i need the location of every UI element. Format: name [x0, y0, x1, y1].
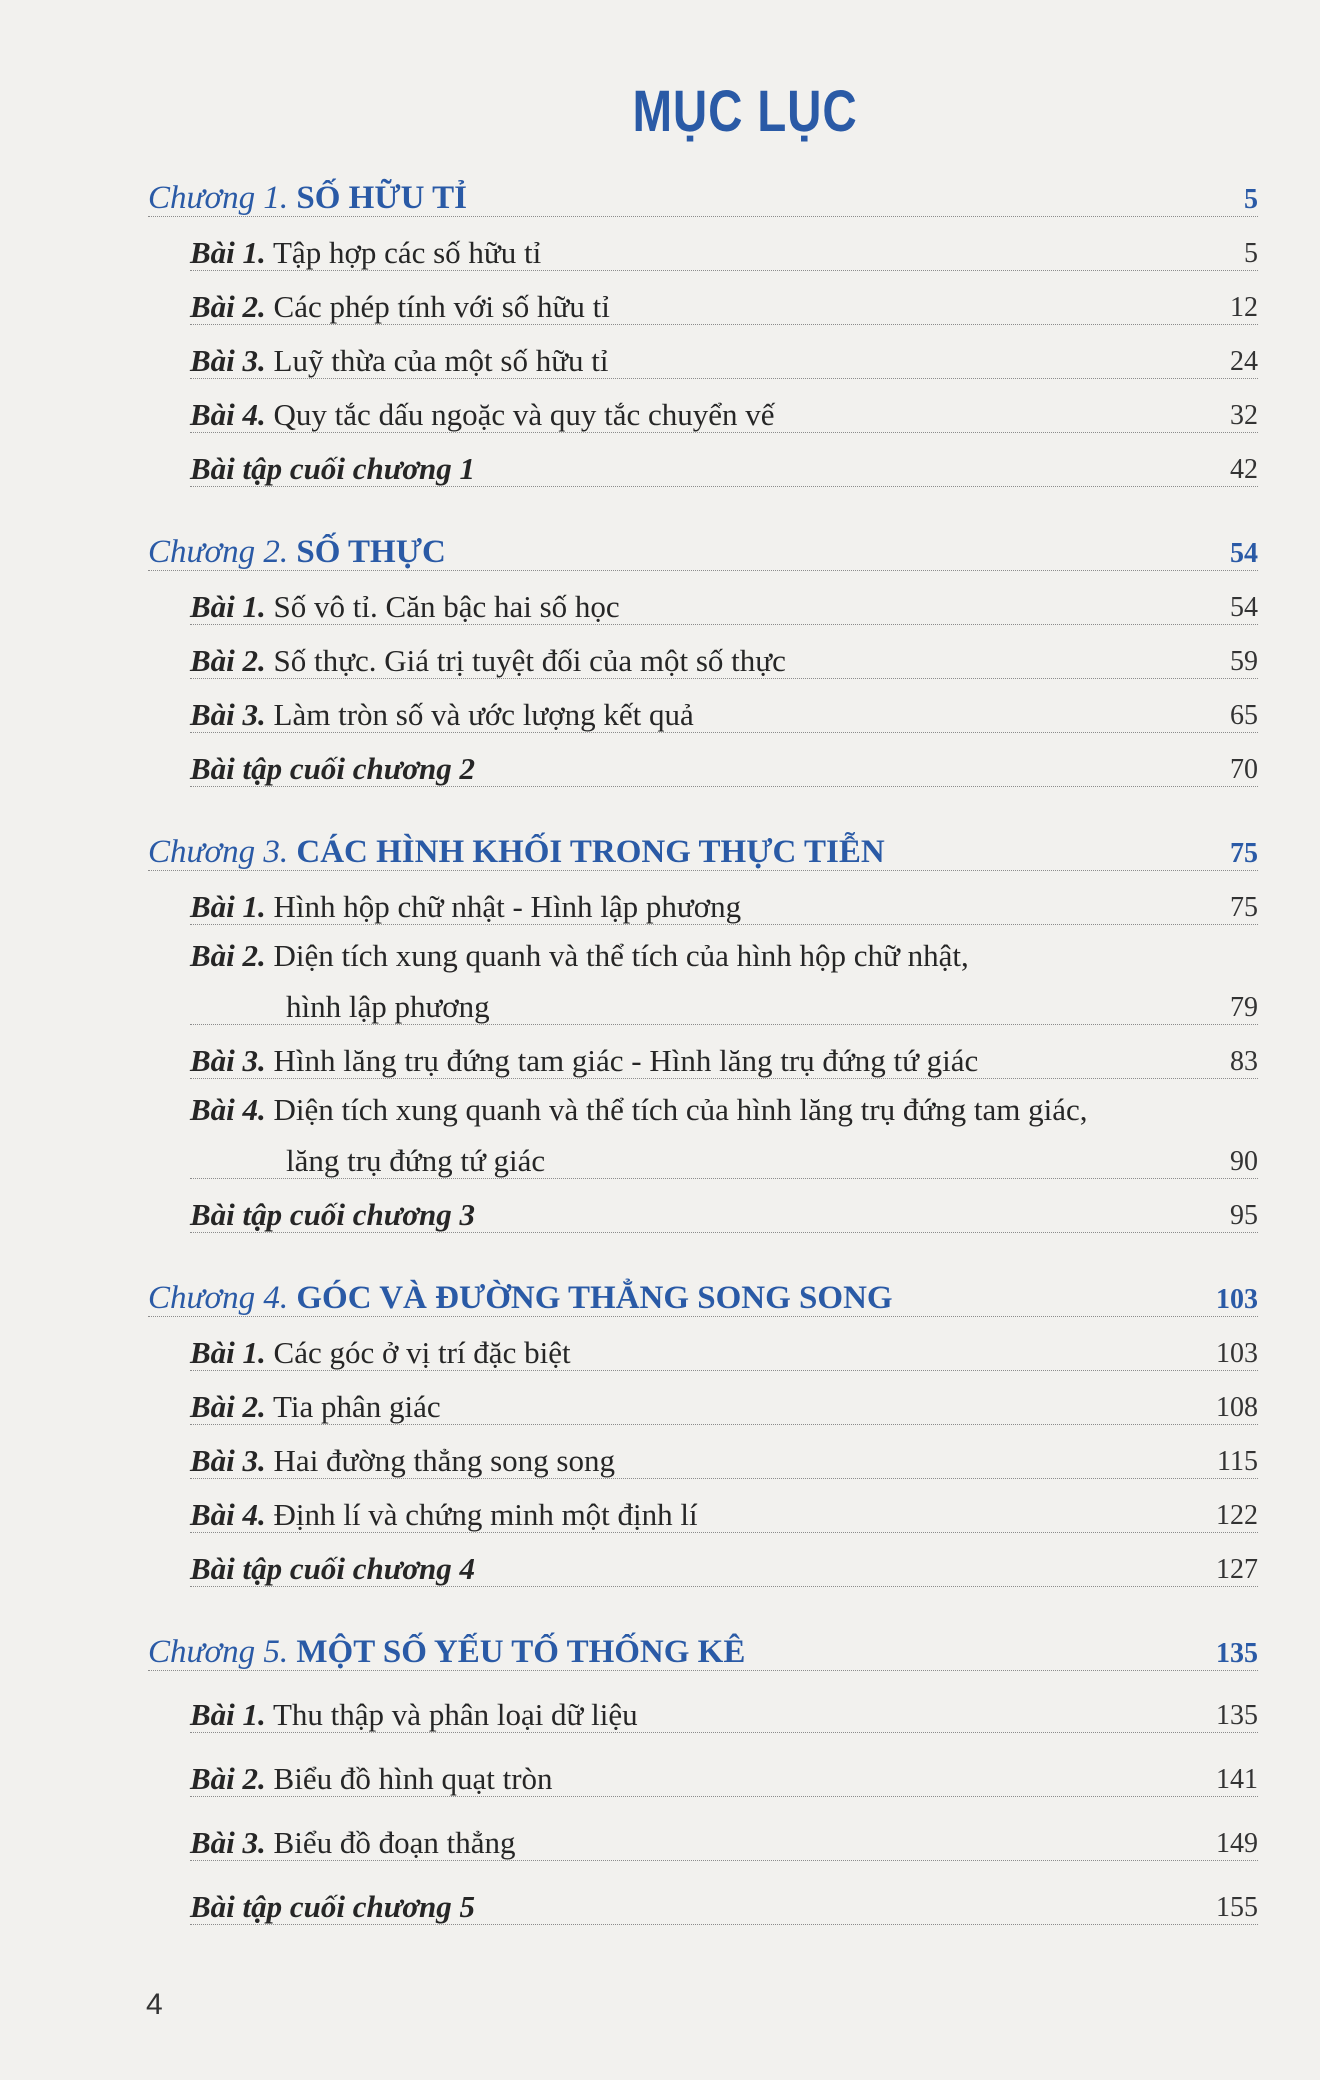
lesson-title: Diện tích xung quanh và thể tích của hình hộp chữ nhật,	[273, 938, 969, 973]
chapter-number: Chương 5.	[148, 1633, 289, 1670]
lesson-number: Bài 2.	[190, 1760, 266, 1796]
toc-chapter-1[interactable]	[148, 176, 1258, 217]
toc-exercises[interactable]	[190, 1192, 1258, 1233]
toc-lesson[interactable]	[190, 1692, 1258, 1733]
lesson-label	[190, 1444, 615, 1478]
page-ref: 115	[1217, 1446, 1258, 1478]
toc-exercises[interactable]	[190, 1546, 1258, 1587]
lesson-label	[190, 1092, 1088, 1128]
chapter-title: CÁC HÌNH KHỐI TRONG THỰC TIỄN	[296, 833, 885, 870]
page-ref: 12	[1230, 292, 1258, 324]
page-ref: 141	[1216, 1764, 1258, 1796]
lesson-number: Bài 1.	[190, 234, 266, 270]
chapter-title: GÓC VÀ ĐƯỜNG THẲNG SONG SONG	[296, 1279, 893, 1316]
page-ref: 54	[1230, 592, 1258, 624]
page-ref: 24	[1230, 346, 1258, 378]
toc-chapter-2[interactable]	[148, 530, 1258, 571]
chapter-number: Chương 3.	[148, 833, 289, 870]
lesson-title: Số vô tỉ. Căn bậc hai số học	[273, 588, 620, 624]
page-ref: 103	[1216, 1338, 1258, 1370]
lesson-number: Bài 1.	[190, 588, 266, 624]
lesson-label	[190, 644, 786, 678]
lesson-title: Quy tắc dấu ngoặc và quy tắc chuyển vế	[273, 396, 775, 432]
lesson-title: Tập hợp các số hữu tỉ	[273, 234, 542, 270]
page-ref: 122	[1216, 1500, 1258, 1532]
lesson-label	[190, 1498, 698, 1532]
chapter-title: SỐ THỰC	[296, 533, 446, 570]
toc-chapter-3[interactable]	[148, 830, 1258, 871]
lesson-label	[190, 398, 775, 432]
exercise-title: Bài tập cuối chương 1	[190, 450, 475, 486]
lesson-label	[190, 590, 620, 624]
chapter-number: Chương 4.	[148, 1279, 289, 1316]
toc-lesson[interactable]	[190, 1492, 1258, 1533]
toc-exercises[interactable]	[190, 746, 1258, 787]
toc-lesson[interactable]	[190, 984, 1258, 1025]
page-ref: 75	[1230, 838, 1258, 870]
page-ref: 5	[1244, 238, 1258, 270]
page-ref: 135	[1216, 1638, 1258, 1670]
page-ref: 75	[1230, 892, 1258, 924]
chapter-label	[148, 534, 446, 570]
toc-chapter-4[interactable]	[148, 1276, 1258, 1317]
lesson-title: Làm tròn số và ước lượng kết quả	[273, 696, 694, 732]
lesson-title: Hình lăng trụ đứng tam giác - Hình lăng trụ đứng tứ giác	[273, 1042, 979, 1078]
toc-lesson[interactable]	[190, 1384, 1258, 1425]
lesson-number: Bài 4.	[190, 1092, 266, 1127]
exercise-title: Bài tập cuối chương 2	[190, 750, 475, 786]
lesson-label	[190, 890, 741, 924]
lesson-title: Tia phân giác	[273, 1388, 441, 1424]
toc-lesson[interactable]	[190, 1138, 1258, 1179]
toc-lesson[interactable]	[190, 692, 1258, 733]
page-ref: 42	[1230, 454, 1258, 486]
lesson-label	[190, 938, 969, 974]
lesson-title: Diện tích xung quanh và thể tích của hình lăng trụ đứng tam giác,	[273, 1092, 1088, 1127]
exercise-title: Bài tập cuối chương 3	[190, 1196, 475, 1232]
lesson-number: Bài 1.	[190, 888, 266, 924]
lesson-number: Bài 1.	[190, 1334, 266, 1370]
lesson-label	[190, 344, 609, 378]
page-ref: 5	[1244, 184, 1258, 216]
toc-lesson[interactable]	[190, 1438, 1258, 1479]
lesson-label	[190, 1336, 571, 1370]
page-ref: 79	[1230, 992, 1258, 1024]
lesson-label	[190, 1698, 638, 1732]
toc-lesson[interactable]	[190, 230, 1258, 271]
toc-lesson[interactable]	[190, 1756, 1258, 1797]
page-ref: 95	[1230, 1200, 1258, 1232]
page-ref: 70	[1230, 754, 1258, 786]
lesson-label	[190, 1044, 978, 1078]
lesson-label	[190, 236, 541, 270]
lesson-number: Bài 3.	[190, 1824, 266, 1860]
page-ref: 149	[1216, 1828, 1258, 1860]
page-number: 4	[146, 1988, 163, 2021]
page-ref: 90	[1230, 1146, 1258, 1178]
page-ref: 32	[1230, 400, 1258, 432]
page-title: MỤC LỤC	[632, 79, 858, 144]
toc-lesson[interactable]	[190, 392, 1258, 433]
lesson-title: Biểu đồ hình quạt tròn	[273, 1760, 553, 1796]
toc-lesson[interactable]	[190, 1038, 1258, 1079]
toc-lesson[interactable]	[190, 884, 1258, 925]
lesson-title: Luỹ thừa của một số hữu tỉ	[273, 342, 609, 378]
page-ref: 65	[1230, 700, 1258, 732]
toc-lesson[interactable]	[190, 638, 1258, 679]
lesson-number: Bài 3.	[190, 696, 266, 732]
lesson-number: Bài 2.	[190, 642, 266, 678]
page-ref: 135	[1216, 1700, 1258, 1732]
lesson-title: Số thực. Giá trị tuyệt đối của một số thực	[273, 642, 786, 678]
chapter-title: SỐ HỮU TỈ	[296, 179, 467, 216]
chapter-label	[148, 1280, 893, 1316]
chapter-label	[148, 834, 885, 870]
lesson-label	[190, 698, 694, 732]
toc-lesson[interactable]	[190, 584, 1258, 625]
lesson-label	[190, 1390, 441, 1424]
lesson-title: Các phép tính với số hữu tỉ	[273, 288, 610, 324]
page-ref: 127	[1216, 1554, 1258, 1586]
page-ref: 103	[1216, 1284, 1258, 1316]
toc-lesson[interactable]	[190, 1330, 1258, 1371]
toc-exercises[interactable]	[190, 1884, 1258, 1925]
lesson-number: Bài 1.	[190, 1696, 266, 1732]
lesson-number: Bài 2.	[190, 938, 266, 973]
page-ref: 59	[1230, 646, 1258, 678]
lesson-label	[190, 1762, 553, 1796]
lesson-number: Bài 4.	[190, 396, 266, 432]
page-ref: 155	[1216, 1892, 1258, 1924]
chapter-title: MỘT SỐ YẾU TỐ THỐNG KÊ	[296, 1633, 746, 1670]
lesson-number: Bài 2.	[190, 288, 266, 324]
exercise-title: Bài tập cuối chương 4	[190, 1550, 475, 1586]
lesson-title: Định lí và chứng minh một định lí	[273, 1496, 698, 1532]
lesson-title: Hai đường thẳng song song	[273, 1442, 616, 1478]
chapter-number: Chương 2.	[148, 533, 289, 570]
toc-chapter-5[interactable]	[148, 1630, 1258, 1671]
lesson-number: Bài 3.	[190, 342, 266, 378]
page-ref: 54	[1230, 538, 1258, 570]
lesson-title-continued: hình lập phương	[286, 988, 490, 1024]
lesson-title: Biểu đồ đoạn thẳng	[273, 1824, 516, 1860]
lesson-title: Thu thập và phân loại dữ liệu	[273, 1696, 638, 1732]
page-ref: 83	[1230, 1046, 1258, 1078]
toc-lesson[interactable]	[190, 284, 1258, 325]
lesson-label	[190, 290, 610, 324]
lesson-title-continued: lăng trụ đứng tứ giác	[286, 1142, 546, 1178]
lesson-title: Các góc ở vị trí đặc biệt	[273, 1334, 571, 1370]
lesson-label	[190, 1826, 515, 1860]
toc-lesson[interactable]	[190, 338, 1258, 379]
chapter-label	[148, 1634, 745, 1670]
lesson-number: Bài 3.	[190, 1442, 266, 1478]
exercise-title: Bài tập cuối chương 5	[190, 1888, 475, 1924]
chapter-number: Chương 1.	[148, 179, 289, 216]
lesson-number: Bài 4.	[190, 1496, 266, 1532]
lesson-title: Hình hộp chữ nhật - Hình lập phương	[273, 888, 742, 924]
lesson-number: Bài 3.	[190, 1042, 266, 1078]
toc-lesson[interactable]	[190, 1820, 1258, 1861]
lesson-number: Bài 2.	[190, 1388, 266, 1424]
chapter-label	[148, 180, 467, 216]
toc-exercises[interactable]	[190, 446, 1258, 487]
page-ref: 108	[1216, 1392, 1258, 1424]
